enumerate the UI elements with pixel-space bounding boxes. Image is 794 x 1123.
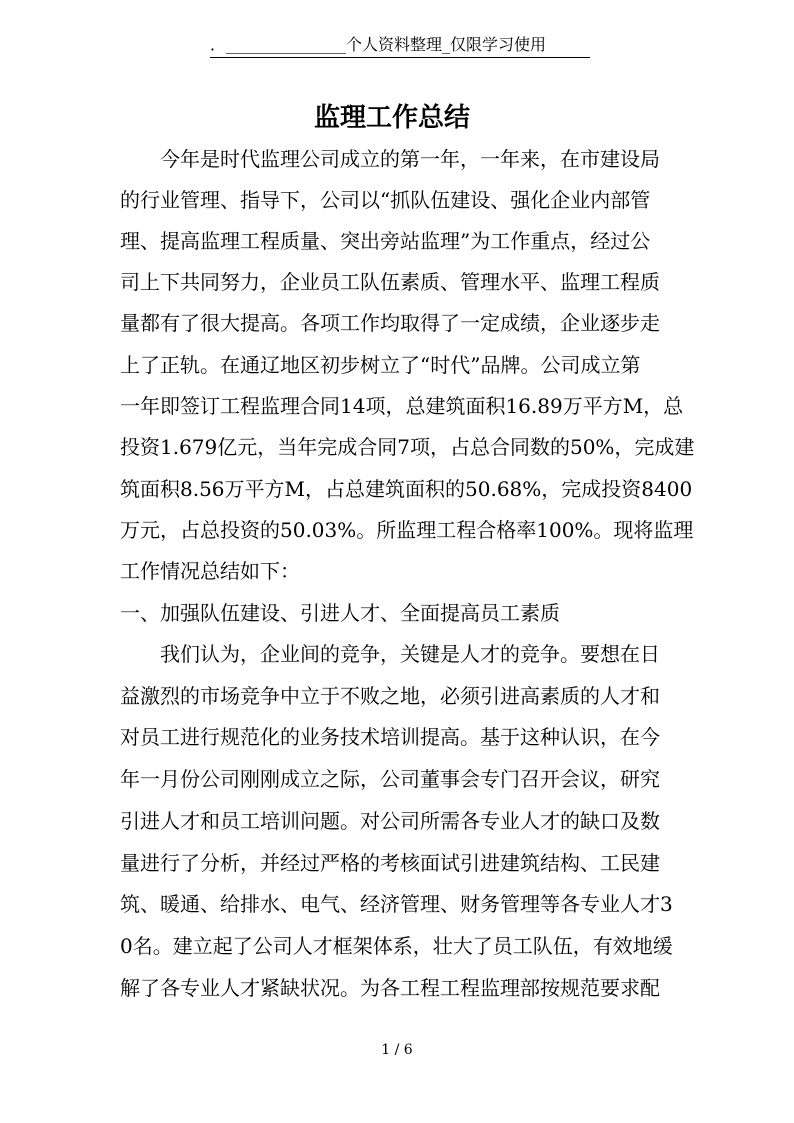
document-title: 监理工作总结 bbox=[313, 103, 470, 133]
body-line: 筑面积8.56万平方M，占总建筑面积的50.68%，完成投资8400 bbox=[120, 477, 693, 501]
body-line: 万元，占总投资的50.03%。所监理工程合格率100%。现将监理 bbox=[120, 518, 694, 542]
page-number: 1 / 6 bbox=[381, 1042, 413, 1058]
section-heading: 一、加强队伍建设、引进人才、全面提高员工素质 bbox=[120, 601, 560, 625]
body-line: 对员工进行规范化的业务技术培训提高。基于这种认识，在今 bbox=[120, 725, 660, 749]
body-line: 解了各专业人才紧缺状况。为各工程工程监理部按规范要求配 bbox=[120, 976, 660, 1000]
body-line: 今年是时代监理公司成立的第一年，一年来，在市建设局 bbox=[160, 147, 660, 171]
body-line: 量进行了分析，并经过严格的考核面试引进建筑结构、工民建 bbox=[120, 851, 660, 875]
body-line: 的行业管理、指导下，公司以“抓队伍建设、强化企业内部管 bbox=[120, 188, 651, 212]
body-line: 工作情况总结如下： bbox=[120, 559, 300, 583]
page-header: ．_______________个人资料整理_仅限学习使用 bbox=[210, 34, 590, 58]
body-line: 0名。建立起了公司人才框架体系，壮大了员工队伍，有效地缓 bbox=[120, 934, 673, 958]
body-line: 投资1.679亿元，当年完成合同7项，占总合同数的50%，完成建 bbox=[120, 435, 695, 459]
body-line: 引进人才和员工培训问题。对公司所需各专业人才的缺口及数 bbox=[120, 809, 660, 833]
body-line: 量都有了很大提高。各项工作均取得了一定成绩，企业逐步走 bbox=[120, 311, 660, 335]
body-line: 上了正轨。在通辽地区初步树立了“时代”品牌。公司成立第 bbox=[120, 353, 641, 377]
body-line: 筑、暖通、给排水、电气、经济管理、财务管理等各专业人才3 bbox=[120, 892, 673, 916]
body-line: 理、提高监理工程质量、突出旁站监理”为工作重点，经过公 bbox=[120, 229, 651, 253]
body-line: 益激烈的市场竞争中立于不败之地，必须引进高素质的人才和 bbox=[120, 684, 660, 708]
body-line: 我们认为，企业间的竞争，关键是人才的竞争。要想在日 bbox=[160, 642, 660, 666]
body-line: 司上下共同努力，企业员工队伍素质、管理水平、监理工程质 bbox=[120, 270, 660, 294]
body-line: 一年即签订工程监理合同14项，总建筑面积16.89万平方M，总 bbox=[120, 394, 684, 418]
body-line: 年一月份公司刚刚成立之际，公司董事会专门召开会议，研究 bbox=[120, 767, 660, 791]
